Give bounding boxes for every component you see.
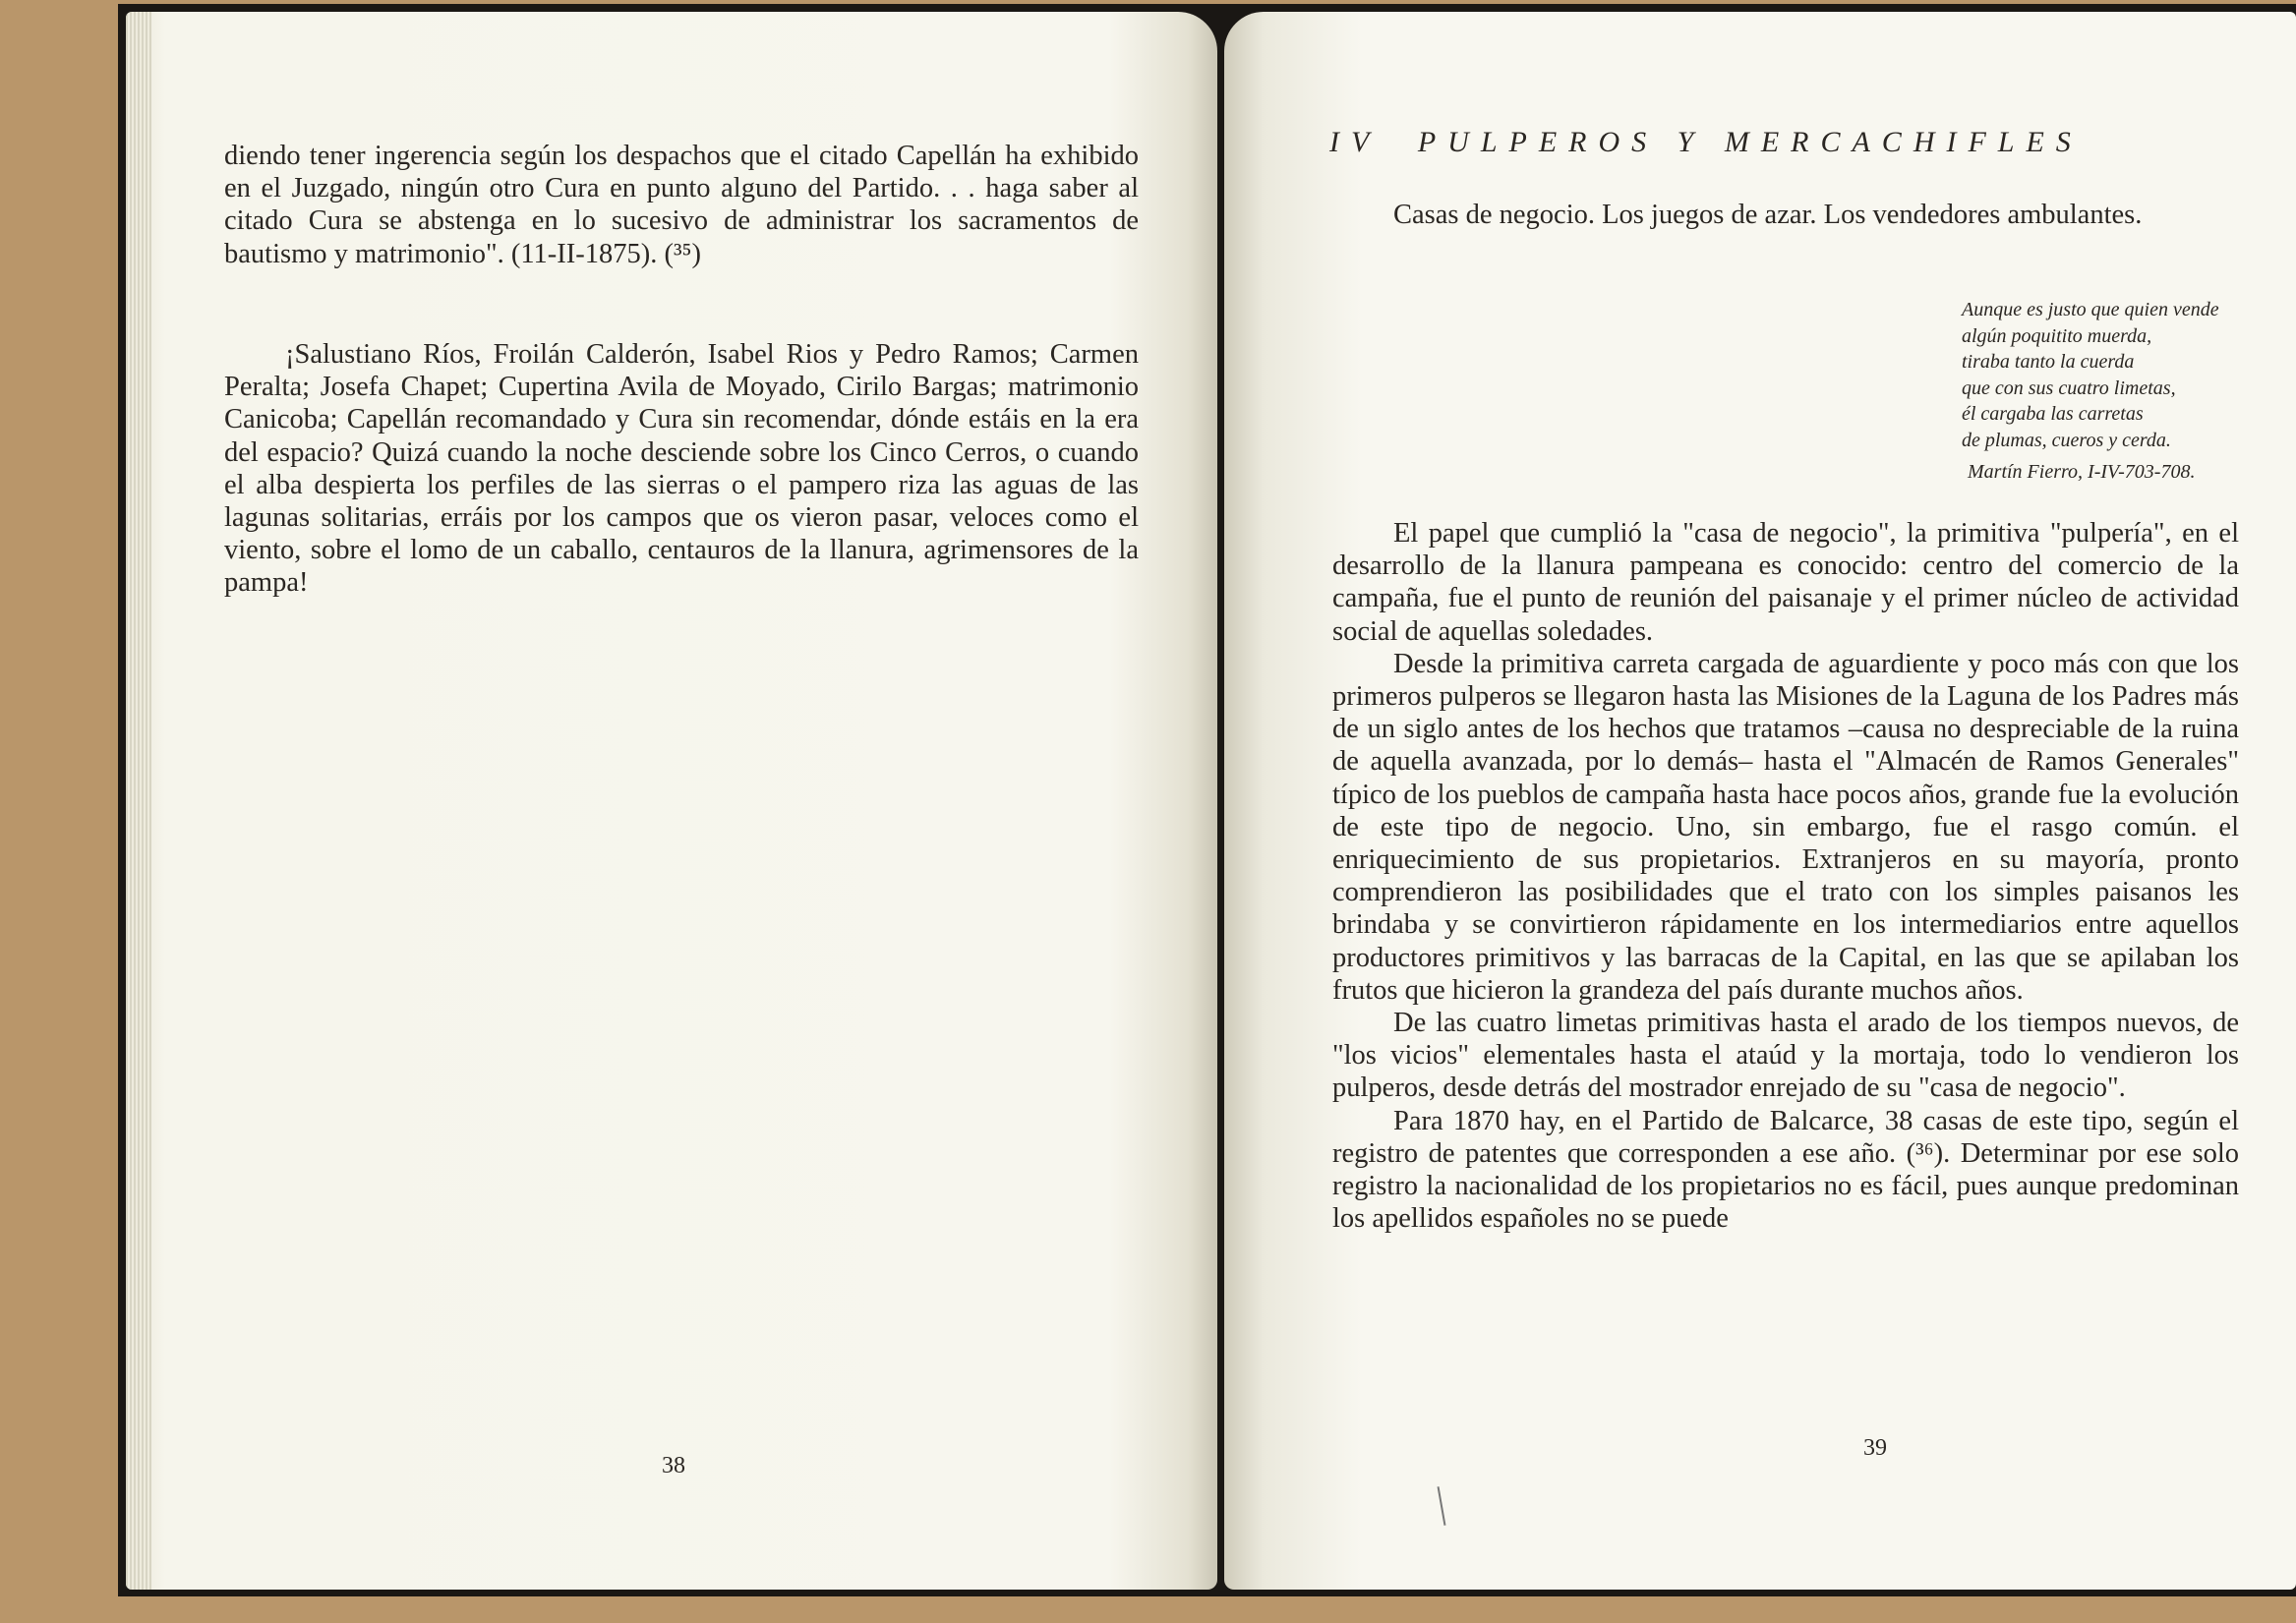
book-spread <box>118 4 2296 1596</box>
verse-line: algún poquitito muerda, <box>1962 324 2152 347</box>
verse-line: él cargaba las carretas <box>1962 403 2144 425</box>
left-page <box>126 12 1217 1590</box>
paragraph: ¡Salustiano Ríos, Froilán Calderón, Isabel Rios y Pedro Ramos; Carmen Peralta; Josefa Chapet; Cupertina Avila de Moyado, Cirilo Bargas; matrimonio Canicoba; Capellán recomandado y Cura sin recomendar, dónde estáis en la era del espacio? Quizá cuando la noche desciende sobre los Cinco Cerros, o cuando el alba despierta los perfiles de las sierras o el pampero riza las aguas de las lagunas solitarias, erráis por los campos que os vieron pasar, veloces como el viento, sobre el lomo de un caballo, centauros de la llanura, agrimensores de la pampa! <box>224 339 1139 599</box>
right-page <box>1224 12 2296 1590</box>
page-number-left: 38 <box>662 1453 685 1478</box>
chapter-title: PULPEROS Y MERCACHIFLES <box>1417 126 2083 158</box>
paragraph: De las cuatro limetas primitivas hasta el arado de los tiempos nuevos, de "los vicios" elementales hasta el ataúd y la mortaja, todo lo vendieron los pulperos, desde detrás del mostrador enrejado de su "casa de negocio". <box>1332 1008 2239 1104</box>
paragraph: Desde la primitiva carreta cargada de aguardiente y poco más con que los primeros pulperos se llegaron hasta las Misiones de la Laguna de los Padres más de un siglo antes de los hechos que tratamos –causa no despreciable de la ruina de aquella avanzada, por lo demás– hasta el "Almacén de Ramos Generales" típico de los pueblos de campaña hasta hace pocos años, grande fue la evolución de este tipo de negocio. Uno, sin embargo, fue el rasgo común. el enriquecimiento de sus propietarios. Extranjeros en su mayoría, pronto comprendieron las posibilidades que el trato con los simples paisanos les brindaba y se convirtieron rápidamente en los intermediarios entre aquellos productores primitivos y las barracas de la Capital, en las que se apilaban los frutos que hicieron la grandeza del país durante muchos años. <box>1332 648 2239 1006</box>
paragraph: diendo tener ingerencia según los despachos que el citado Capellán ha exhibido en el Juzgado, ningún otro Cura en punto alguno del Partido. . . haga saber al citado Cura se abstenga en lo sucesivo de administrar los sacramentos de bautismo y matrimonio". (11-II-1875). (³⁵) <box>224 141 1139 269</box>
verse-attribution: Martín Fierro, I-IV-703-708. <box>1968 461 2196 483</box>
right-body <box>1332 517 2239 1235</box>
left-paragraph-1 <box>224 140 1139 270</box>
verse-line: de plumas, cueros y cerda. <box>1962 429 2171 451</box>
verse-line: Aunque es justo que quien vende <box>1962 299 2219 320</box>
verse-line: tiraba tanto la cuerda <box>1962 351 2135 373</box>
paragraph: Para 1870 hay, en el Partido de Balcarce, 38 casas de este tipo, según el registro de patentes que corresponden a ese año. (³⁶). Determinar por ese solo registro la nacionalidad de los propietarios no es fácil, pues aunque predominan los apellidos españoles no se puede <box>1332 1105 2239 1235</box>
page-edge <box>126 12 151 1590</box>
chapter-number: IV <box>1329 126 1382 158</box>
epigraph-verse <box>1962 297 2257 486</box>
paragraph: El papel que cumplió la "casa de negocio", la primitiva "pulpería", en el desarrollo de la llanura pampeana es conocido: centro del comercio de la campaña, fue el punto de reunión del paisanaje y el primer núcleo de actividad social de aquellas soledades. <box>1332 518 2239 647</box>
left-paragraph-2 <box>224 338 1139 600</box>
pencil-mark <box>1438 1486 1446 1526</box>
chapter-heading <box>1329 126 2100 159</box>
chapter-summary: Casas de negocio. Los juegos de azar. Los vendedores ambulantes. <box>1393 200 2143 230</box>
page-number-right: 39 <box>1863 1435 1887 1461</box>
verse-line: que con sus cuatro limetas, <box>1962 377 2176 399</box>
